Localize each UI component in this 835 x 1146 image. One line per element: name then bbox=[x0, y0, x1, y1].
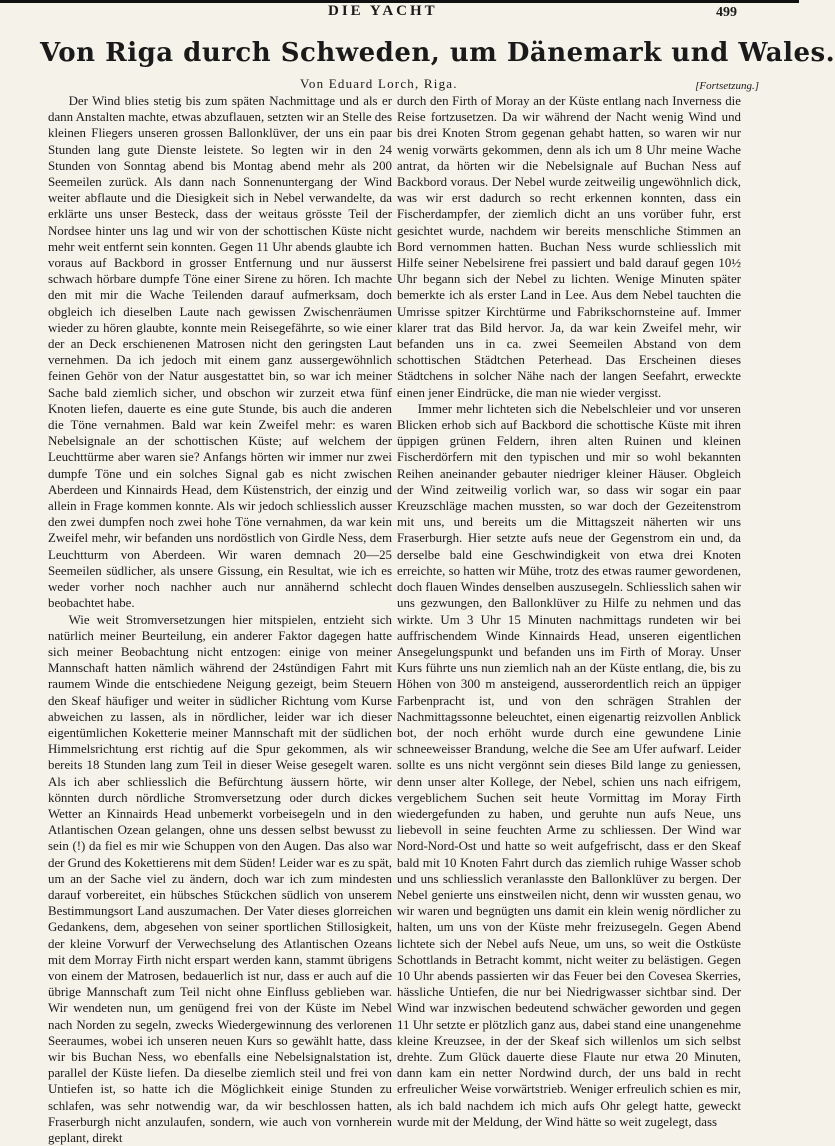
continuation-note: [Fortsetzung.] bbox=[695, 80, 759, 92]
paragraph: durch den Firth of Moray an der Küste entlang nach Inverness die Reise fortzusetzen. Da wir während der Nacht wenig Wind und bis drei Knoten Strom gegenan gehabt hatten, so waren wir nur wenig vorwärts gekommen, denn als ich um 8 Uhr meine Wache antrat, da hörten wir die Nebelsignale auf Buchan Ness auf Backbord voraus. Der Nebel wurde zeitweilig ungewöhnlich dick, was wir erst dadurch so recht erkennen konnten, dass ein Fischerdampfer, der ziemlich dicht an uns vorüber fuhr, erst gesichtet wurde, nachdem wir bereits menschliche Stimmen an Bord vernommen hatten. Buchan Ness wurde schliesslich mit Hilfe seiner Nebelsirene frei passiert und bald darauf gegen 10½ Uhr begann sich der Nebel zu lichten. Wenige Minuten später bemerkte ich als erster Land in Lee. Aus dem Nebel tauchten die Umrisse spitzer Kirchtürme und Fabrikschornsteine auf. Immer klarer trat das Bild hervor. Ja, da war kein Zweifel mehr, wir befanden uns in ca. zwei Seemeilen Abstand von dem schottischen Städtchen Peterhead. Das Erscheinen dieses Städtchens in solcher Nähe nach der langen Seefahrt, erweckte einen jener Eindrücke, die man nie wieder vergisst. bbox=[397, 93, 741, 401]
paragraph: Wie weit Stromversetzungen hier mitspielen, entzieht sich natürlich meiner Beurteilung, ein anderer Faktor dagegen hatte sich meiner Beobachtung nicht entzogen: einige von meiner Mannschaft hatten nämlich während der 24stündigen Fahrt mit raumem Winde die entschiedene Neigung gezeigt, beim Steuern den Skeaf häufiger und weiter in südlicher Richtung vom Kurse abweichen zu lassen, als in nördlicher, leider war ich dieser eigentümlichen Koketterie meiner Mannschaft mit der südlichen Himmelsrichtung erst richtig auf die Spur gekommen, als wir bereits 18 Stunden lang zum Teil in dieser Weise gesegelt waren. Als ich aber schliesslich die Befürchtung äussern hörte, wir könnten durch nördliche Stromversetzung oder durch dickes Wetter an Kinnairds Head unbemerkt vorbeisegeln und in den Atlantischen Ozean gelangen, ohne uns dessen selbst bewusst zu sein (!) da fiel es mir wie Schuppen von den Augen. Das also war der Grund des Kokettierens mit dem Süden! Leider war es zu spät, um an der Sache viel zu ändern, doch war ich zum mindesten darauf vorbereitet, ein hübsches Stückchen südlich von unserem Bestimmungsort Land auszumachen. Der Vater dieses glorreichen Gedankens, dem, abgesehen von seiner sportlichen Stillosigkeit, der kleine Vorwurf der Verwechselung des Atlantischen Ozeans mit dem Morray Firth nicht erspart werden kann, stammt übrigens von einem der Matrosen, bedauerlich ist nur, dass er auch auf die übrige Mannschaft zum Teil nicht ohne Einfluss geblieben war. Wir wendeten nun, um genügend frei von der Küste im Nebel nach Norden zu segeln, zwecks Wiedergewinnung des verlorenen Seeraumes, wobei ich unseren neuen Kurs so gewählt hatte, dass wir bis Buchan Ness, wo ebenfalls eine Nebelsignalstation ist, parallel der Küste liefen. Da dieselbe ziemlich steil und frei von Untiefen ist, so hatte ich die Möglichkeit einige Stunden zu schlafen, was sehr notwendig war, da wir beschlossen hatten, Fraserburgh nicht anzulaufen, sondern, wie auch von vornherein geplant, direkt bbox=[48, 612, 392, 1146]
left-column bbox=[48, 93, 392, 1103]
right-column bbox=[397, 93, 741, 1103]
paragraph: Immer mehr lichteten sich die Nebelschleier und vor unseren Blicken erhob sich auf Backbord die schottische Küste mit ihren üppigen grünen Feldern, ihren alten Ruinen und kleinen Fischerdörfern mit den typischen und mir so wohl bekannten Reihen aneinander gebauter niedriger kleiner Häuser. Obgleich der Wind zeitweilig vorlich war, so dass wir sogar ein paar Kreuzschläge machen mussten, so war doch der Gezeitenstrom mit uns, und bereits um die Mittagszeit näherten wir uns Fraserburgh. Hier setzte aufs neue der Gegenstrom ein und, da derselbe bald eine Geschwindigkeit von etwa drei Knoten erreichte, so hatten wir Mühe, trotz des etwas raumer gewordenen, doch flauen Windes denselben auszusegeln. Schliesslich sahen wir uns gezwungen, den Ballonklüver zu Hilfe zu nehmen und das wirkte. Um 3 Uhr 15 Minuten nachmittags rundeten wir bei auffrischendem Winde Kinnairds Head, unseren eigentlichen Ansegelungspunkt und befanden uns im Firth of Moray. Unser Kurs führte uns nun ziemlich nah an der Küste entlang, die, bis zu Höhen von 300 m ansteigend, ausserordentlich reich an üppiger Farbenpracht ist, und von den schrägen Strahlen der Nachmittagssonne beleuchtet, einen eigenartig reizvollen Anblick bot, der noch erhöht wurde durch eine gewundene Linie schneeweisser Brandung, welche die See am Ufer aufwarf. Leider sollte es uns nicht vergönnt sein dieses Bild lange zu geniessen, denn unser alter Kollege, der Nebel, schien uns nach eifrigem, vergeblichem Suchen seit heute Vormittag im Moray Firth wiedergefunden zu haben, und geruhte nun aufs Neue, uns liebevoll in seine feuchten Arme zu schliessen. Der Wind war Nord-Nord-Ost und hatte so weit aufgefrischt, dass er den Skeaf bald mit 10 Knoten Fahrt durch das ziemlich ruhige Wasser schob und uns schliesslich veranlasste den Ballonklüver zu bergen. Der Nebel genierte uns einstweilen nicht, denn wir wussten genau, wo wir waren und begnügten uns damit ein klein wenig nördlicher zu halten, um uns von der Küste mehr freizusegeln. Gegen Abend lichtete sich der Nebel aufs Neue, um uns, so weit die Ostküste Schottlands in Betracht kommt, nicht weiter zu belästigen. Gegen 10 Uhr abends passierten wir das Feuer bei den Covesea Skerries, hässliche Untiefen, die nur bei Niedrigwasser sichtbar sind. Der Wind war inzwischen bedeutend schwächer geworden und gegen 11 Uhr setzte er plötzlich ganz aus, dabei stand eine unangenehme kleine Kreuzsee, in der der Skeaf sich willenlos um sich selbst drehte. Zum Glück dauerte diese Flaute nur etwa 20 Minuten, dann kam ein netter Nordwind durch, der uns bald in recht erfreulicher Weise vorwärtstrieb. Weniger erfreulich schien es mir, als ich bald nachdem ich mich aufs Ohr gelegt hatte, geweckt wurde mit der Meldung, der Wind hätte so weit zugelegt, dass bbox=[397, 401, 741, 1130]
article-byline: Von Eduard Lorch, Riga. bbox=[300, 76, 458, 92]
running-head bbox=[0, 3, 799, 23]
article-title: Von Riga durch Schweden, um Dänemark und Wales. bbox=[40, 38, 759, 68]
paragraph: Der Wind blies stetig bis zum späten Nachmittage und als er dann Anstalten machte, etwas abzuflauen, setzten wir an Stelle des kleinen Fliegers unseren grossen Ballonklüver, der uns ein paar Stunden lang gute Dienste leistete. So legten wir in den 24 Stunden von Sonntag abend bis Montag abend mehr als 200 Seemeilen zurück. Als dann nach Sonnenuntergang der Wind weiter abflaute und die Diesigkeit sich in Nebel verwandelte, da erklärte uns unser Besteck, dass der weitaus grösste Teil der Nordsee hinter uns lag und wir von der schottischen Küste nicht mehr weit entfernt sein konnten. Gegen 11 Uhr abends glaubte ich voraus auf Backbord in grosser Entfernung und nur äusserst schwach hörbare dumpfe Töne einer Sirene zu hören. Ich machte den mit mir die Wache Teilenden darauf aufmerksam, doch obgleich ich dieselben Laute nach gewissen Zwischenräumen wieder zu hören glaubte, konnte mein Reisegefährte, so wie einer der an Deck erschienenen Matrosen nicht den geringsten Laut vernehmen. Da ich jedoch mit einem ganz aussergewöhnlich feinen Gehör von der Natur ausgestattet bin, so war ich meiner Sache bald ziemlich sicher, und obschon wir zurzeit etwa fünf Knoten liefen, dauerte es eine gute Stunde, bis auch die anderen die Töne vernahmen. Bald war kein Zweifel mehr: es waren Nebelsignale an der schottischen Küste; auf welchem der Leuchttürme aber waren sie? Anfangs hörten wir immer nur zwei dumpfe Töne und ein solches Signal gab es nicht zwischen Aberdeen und Kinnairds Head, dem Küstenstrich, der einzig und allein in Frage kommen konnte. Als wir jedoch schliesslich ausser den zwei dumpfen noch zwei hohe Töne vernahmen, da war kein Zweifel mehr, wir befanden uns nordöstlich von Girdle Ness, dem Leuchtturm von Aberdeen. Wir waren demnach 20—25 Seemeilen südlicher, als unsere Gissung, ein Resultat, wie ich es weder vorher noch nachher auch nur annähernd schlecht beobachtet habe. bbox=[48, 93, 392, 612]
journal-title: DIE YACHT bbox=[328, 3, 438, 20]
page-number: 499 bbox=[716, 5, 737, 21]
